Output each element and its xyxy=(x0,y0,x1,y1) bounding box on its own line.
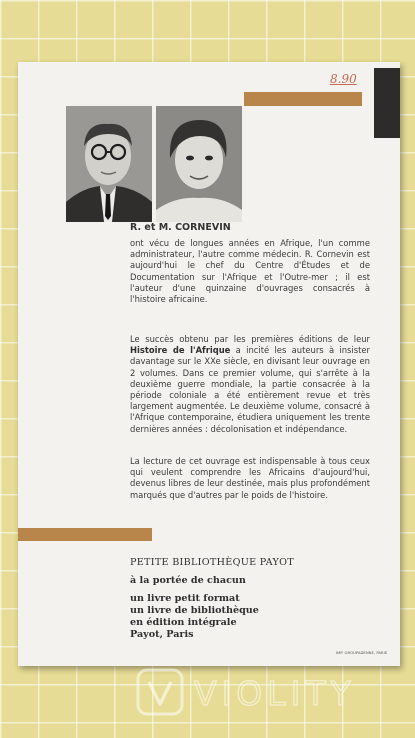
site-watermark xyxy=(136,668,396,718)
description-intro: Le succès obtenu par les premières éditions de leur xyxy=(130,334,370,344)
book-description xyxy=(130,334,370,435)
author-photo-man xyxy=(66,106,152,222)
decorative-band-left xyxy=(18,528,152,541)
author-biography: ont vécu de longues années en Afrique, l'un comme administrateur, l'autre comme médecin. R. Cornevin est aujourd'hui le chef du Centre d'Études et de Documentation sur l'Afrique et l'Outre-mer ; il est l'auteur d'une quinzaine d'ouvrages consacrés à l'histoire africaine. xyxy=(130,238,370,305)
watermark-logo-icon xyxy=(136,668,184,716)
book-back-cover xyxy=(18,62,400,666)
man-portrait-icon xyxy=(66,106,152,222)
spine-strip xyxy=(374,68,400,138)
printer-credit: IMP. GROUPADENNE, PARIS xyxy=(336,650,388,655)
tagline-library: un livre de bibliothèque xyxy=(130,605,259,616)
author-photo-woman xyxy=(156,106,242,222)
reader-appeal: La lecture de cet ouvrage est indispensable à tous ceux qui veulent comprendre les Africains d'aujourd'hui, devenus libres de leur destinée, mais plus profondément marqués que d'autres par le poids de l'histoire. xyxy=(130,456,370,500)
publisher: Payot, Paris xyxy=(130,629,194,640)
tagline-format: un livre petit format xyxy=(130,593,240,604)
watermark-text: VIOLITY xyxy=(194,674,356,713)
tagline-edition: en édition intégrale xyxy=(130,617,237,628)
decorative-band-top xyxy=(244,92,362,106)
tagline-accessibility: à la portée de chacun xyxy=(130,575,246,586)
author-names: R. et M. CORNEVIN xyxy=(130,222,231,233)
book-title: Histoire de l'Afrique xyxy=(130,345,231,356)
description-body: a incité les auteurs à insister davantage sur le XXe siècle, en divisant leur ouvrage en 2 volumes. Dans ce premier volume, qui s'arrête à la deuxième guerre mondiale, la partie consacrée à la période coloniale a été entièrement revue et très largement augmentée. Le deuxième volume, consacré à l'Afrique contemporaine, étudiera uniquement les trente dernières années : décolonisation et indépendance. xyxy=(130,345,370,434)
series-name: PETITE BIBLIOTHÈQUE PAYOT xyxy=(130,557,294,568)
woman-portrait-icon xyxy=(156,106,242,222)
handwritten-price: 8.90 xyxy=(330,72,357,86)
